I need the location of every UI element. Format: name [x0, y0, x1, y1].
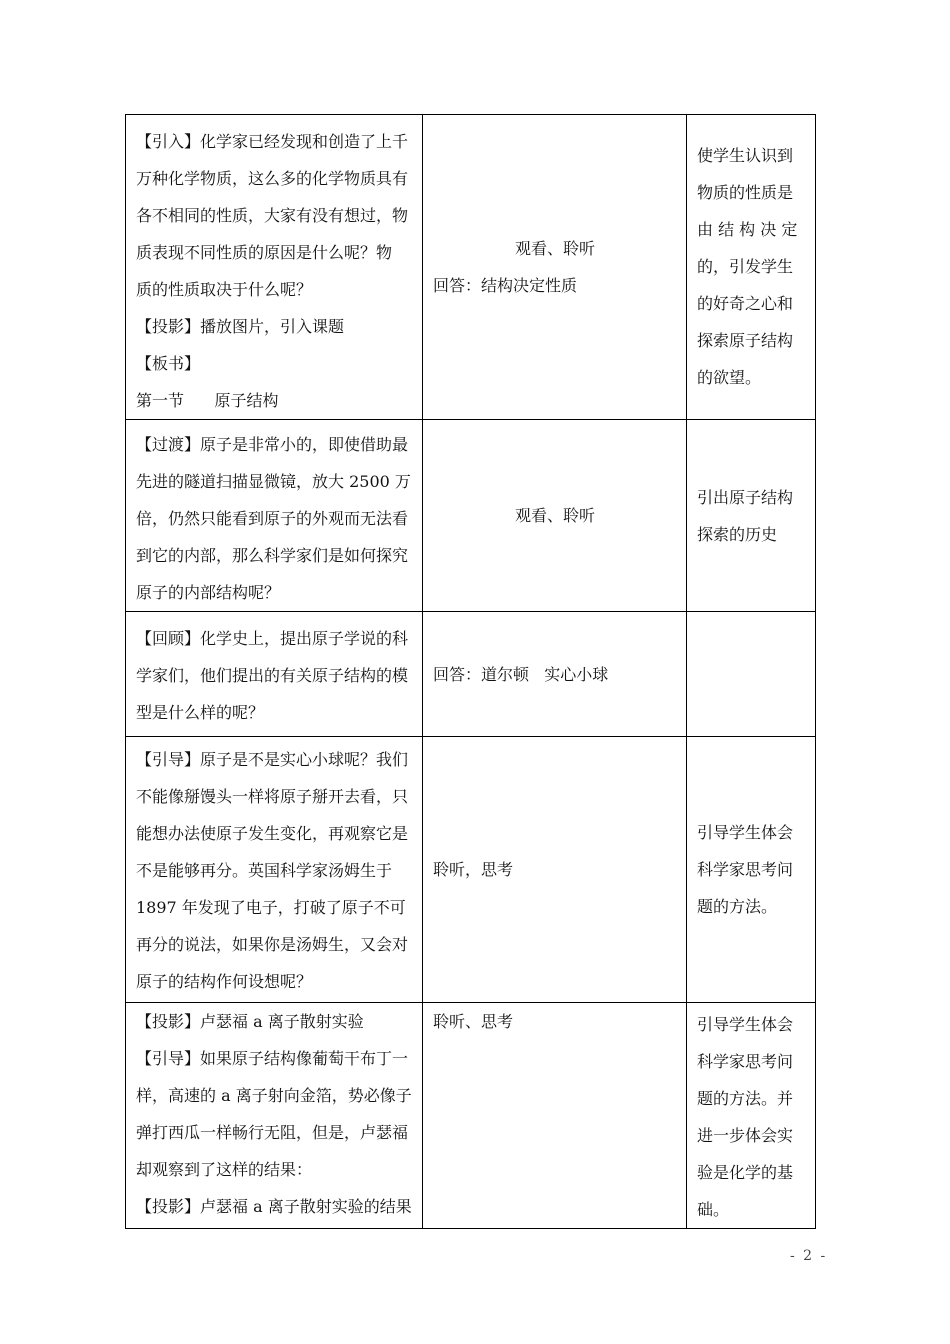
text-line: 的，引发学生 — [697, 257, 794, 276]
text-line: 【过渡】原子是非常小的，即使借助最 — [136, 435, 409, 454]
text-line: 聆听、思考 — [433, 1012, 514, 1031]
text-line: 第一节 原子结构 — [136, 391, 279, 410]
text-line: 进一步体会实 — [697, 1126, 794, 1145]
table-row — [126, 420, 816, 612]
text-line: 引导学生体会 — [697, 1015, 794, 1034]
design-intent-cell — [687, 612, 816, 737]
teacher-activity-cell — [126, 1003, 423, 1229]
lesson-plan-table — [125, 114, 816, 1229]
text-line: 样，高速的 a 离子射向金箔，势必像子 — [136, 1086, 412, 1105]
text-line: 引导学生体会 — [697, 823, 794, 842]
design-intent-cell — [687, 1003, 816, 1229]
teacher-activity-cell — [126, 612, 423, 737]
text-line: 【引导】原子是不是实心小球呢？我们 — [136, 750, 409, 769]
text-line: 物质的性质是 — [697, 183, 794, 202]
text-line: 倍，仍然只能看到原子的外观而无法看 — [136, 509, 409, 528]
text-line: 题的方法。 — [697, 897, 778, 916]
text-line: 1897 年发现了电子，打破了原子不可 — [136, 898, 406, 917]
text-line: 引出原子结构 — [697, 487, 794, 507]
text-line: 由 结 构 决 定 — [697, 220, 798, 239]
text-line: 质表现不同性质的原因是什么呢？物 — [136, 243, 393, 262]
table-row — [126, 115, 816, 420]
text-line: 使学生认识到 — [697, 146, 794, 165]
text-line: 础。 — [697, 1200, 730, 1219]
text-line: 质的性质取决于什么呢？ — [136, 280, 313, 299]
teacher-activity-cell — [126, 115, 423, 420]
text-line: 学家们，他们提出的有关原子结构的模 — [136, 666, 409, 685]
text-line: 题的方法。并 — [697, 1089, 794, 1108]
text-line: 聆听，思考 — [433, 860, 514, 879]
text-line: 【引导】如果原子结构像葡萄干布丁一 — [136, 1049, 409, 1068]
text-line: 不能像掰馒头一样将原子掰开去看，只 — [136, 787, 409, 806]
text-line: 验是化学的基 — [697, 1163, 794, 1182]
table-row — [126, 1003, 816, 1229]
design-intent-cell — [687, 737, 816, 1003]
text-line: 原子的结构作何设想呢？ — [136, 972, 313, 991]
table-row — [126, 612, 816, 737]
text-line: 探索的历史 — [697, 524, 778, 544]
text-line: 探索原子结构 — [697, 331, 794, 350]
text-line: 各不相同的性质，大家有没有想过，物 — [136, 206, 409, 225]
text-line: 观看、聆听 — [514, 239, 595, 258]
text-line: 【回顾】化学史上，提出原子学说的科 — [136, 629, 409, 648]
text-line: 先进的隧道扫描显微镜，放大 2500 万 — [136, 472, 411, 491]
text-line: 弹打西瓜一样畅行无阻，但是，卢瑟福 — [136, 1123, 409, 1142]
design-intent-cell — [687, 115, 816, 420]
text-line: 科学家思考问 — [697, 860, 794, 879]
text-line: 观看、聆听 — [514, 506, 595, 525]
text-line: 【投影】播放图片，引入课题 — [136, 317, 345, 336]
text-line: 【投影】卢瑟福 a 离子散射实验的结果 — [136, 1197, 412, 1216]
text-line: 到它的内部，那么科学家们是如何探究 — [136, 546, 409, 565]
text-line: 万种化学物质，这么多的化学物质具有 — [136, 169, 409, 188]
text-line: 回答：道尔顿 实心小球 — [433, 664, 609, 684]
text-line: 的欲望。 — [697, 368, 762, 387]
text-line: 不是能够再分。英国科学家汤姆生于 — [136, 861, 393, 880]
student-activity-cell — [423, 612, 687, 737]
text-line: 再分的说法，如果你是汤姆生，又会对 — [136, 935, 409, 954]
student-activity-cell — [423, 1003, 687, 1229]
student-activity-cell — [423, 420, 687, 612]
text-line: 科学家思考问 — [697, 1052, 794, 1071]
text-line: 却观察到了这样的结果： — [136, 1160, 313, 1179]
text-line: 【投影】卢瑟福 a 离子散射实验 — [136, 1012, 364, 1031]
text-line: 回答：结构决定性质 — [433, 276, 578, 295]
page-number: - 2 - — [790, 1248, 828, 1264]
student-activity-cell — [423, 737, 687, 1003]
text-line: 型是什么样的呢？ — [136, 703, 265, 722]
student-activity-cell — [423, 115, 687, 420]
text-line: 原子的内部结构呢？ — [136, 583, 281, 602]
teacher-activity-cell — [126, 420, 423, 612]
text-line: 【引入】化学家已经发现和创造了上千 — [136, 132, 409, 151]
design-intent-cell — [687, 420, 816, 612]
teacher-activity-cell — [126, 737, 423, 1003]
text-line: 的好奇之心和 — [697, 294, 794, 313]
text-line: 能想办法使原子发生变化，再观察它是 — [136, 824, 409, 843]
text-line: 【板书】 — [136, 354, 201, 373]
table-row — [126, 737, 816, 1003]
